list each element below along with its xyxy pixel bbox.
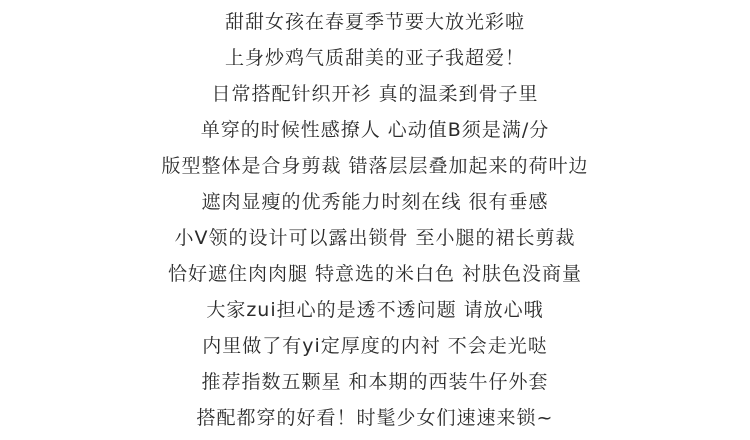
description-line-10: 内里做了有yi定厚度的内衬 不会走光哒: [202, 335, 548, 357]
description-line-3: 日常搭配针织开衫 真的温柔到骨子里: [211, 83, 539, 105]
description-line-2: 上身炒鸡气质甜美的亚子我超爱！: [224, 47, 525, 69]
description-line-6: 遮肉显瘦的优秀能力时刻在线 很有垂感: [201, 191, 549, 213]
description-line-8: 恰好遮住肉肉腿 特意选的米白色 衬肤色没商量: [167, 263, 583, 285]
description-line-12: 搭配都穿的好看！时髦少女们速速来锁~: [196, 407, 554, 429]
description-line-1: 甜甜女孩在春夏季节要大放光彩啦: [224, 11, 525, 33]
description-line-5: 版型整体是合身剪裁 错落层层叠加起来的荷叶边: [161, 155, 589, 177]
description-line-7: 小V领的设计可以露出锁骨 至小腿的裙长剪裁: [174, 227, 576, 249]
description-line-11: 推荐指数五颗星 和本期的西装牛仔外套: [201, 371, 549, 393]
description-line-9: 大家zui担心的是透不透问题 请放心哦: [206, 299, 544, 321]
description-text-block: [0, 4, 750, 436]
description-line-4: 单穿的时候性感撩人 心动值B须是满/分: [200, 119, 550, 141]
